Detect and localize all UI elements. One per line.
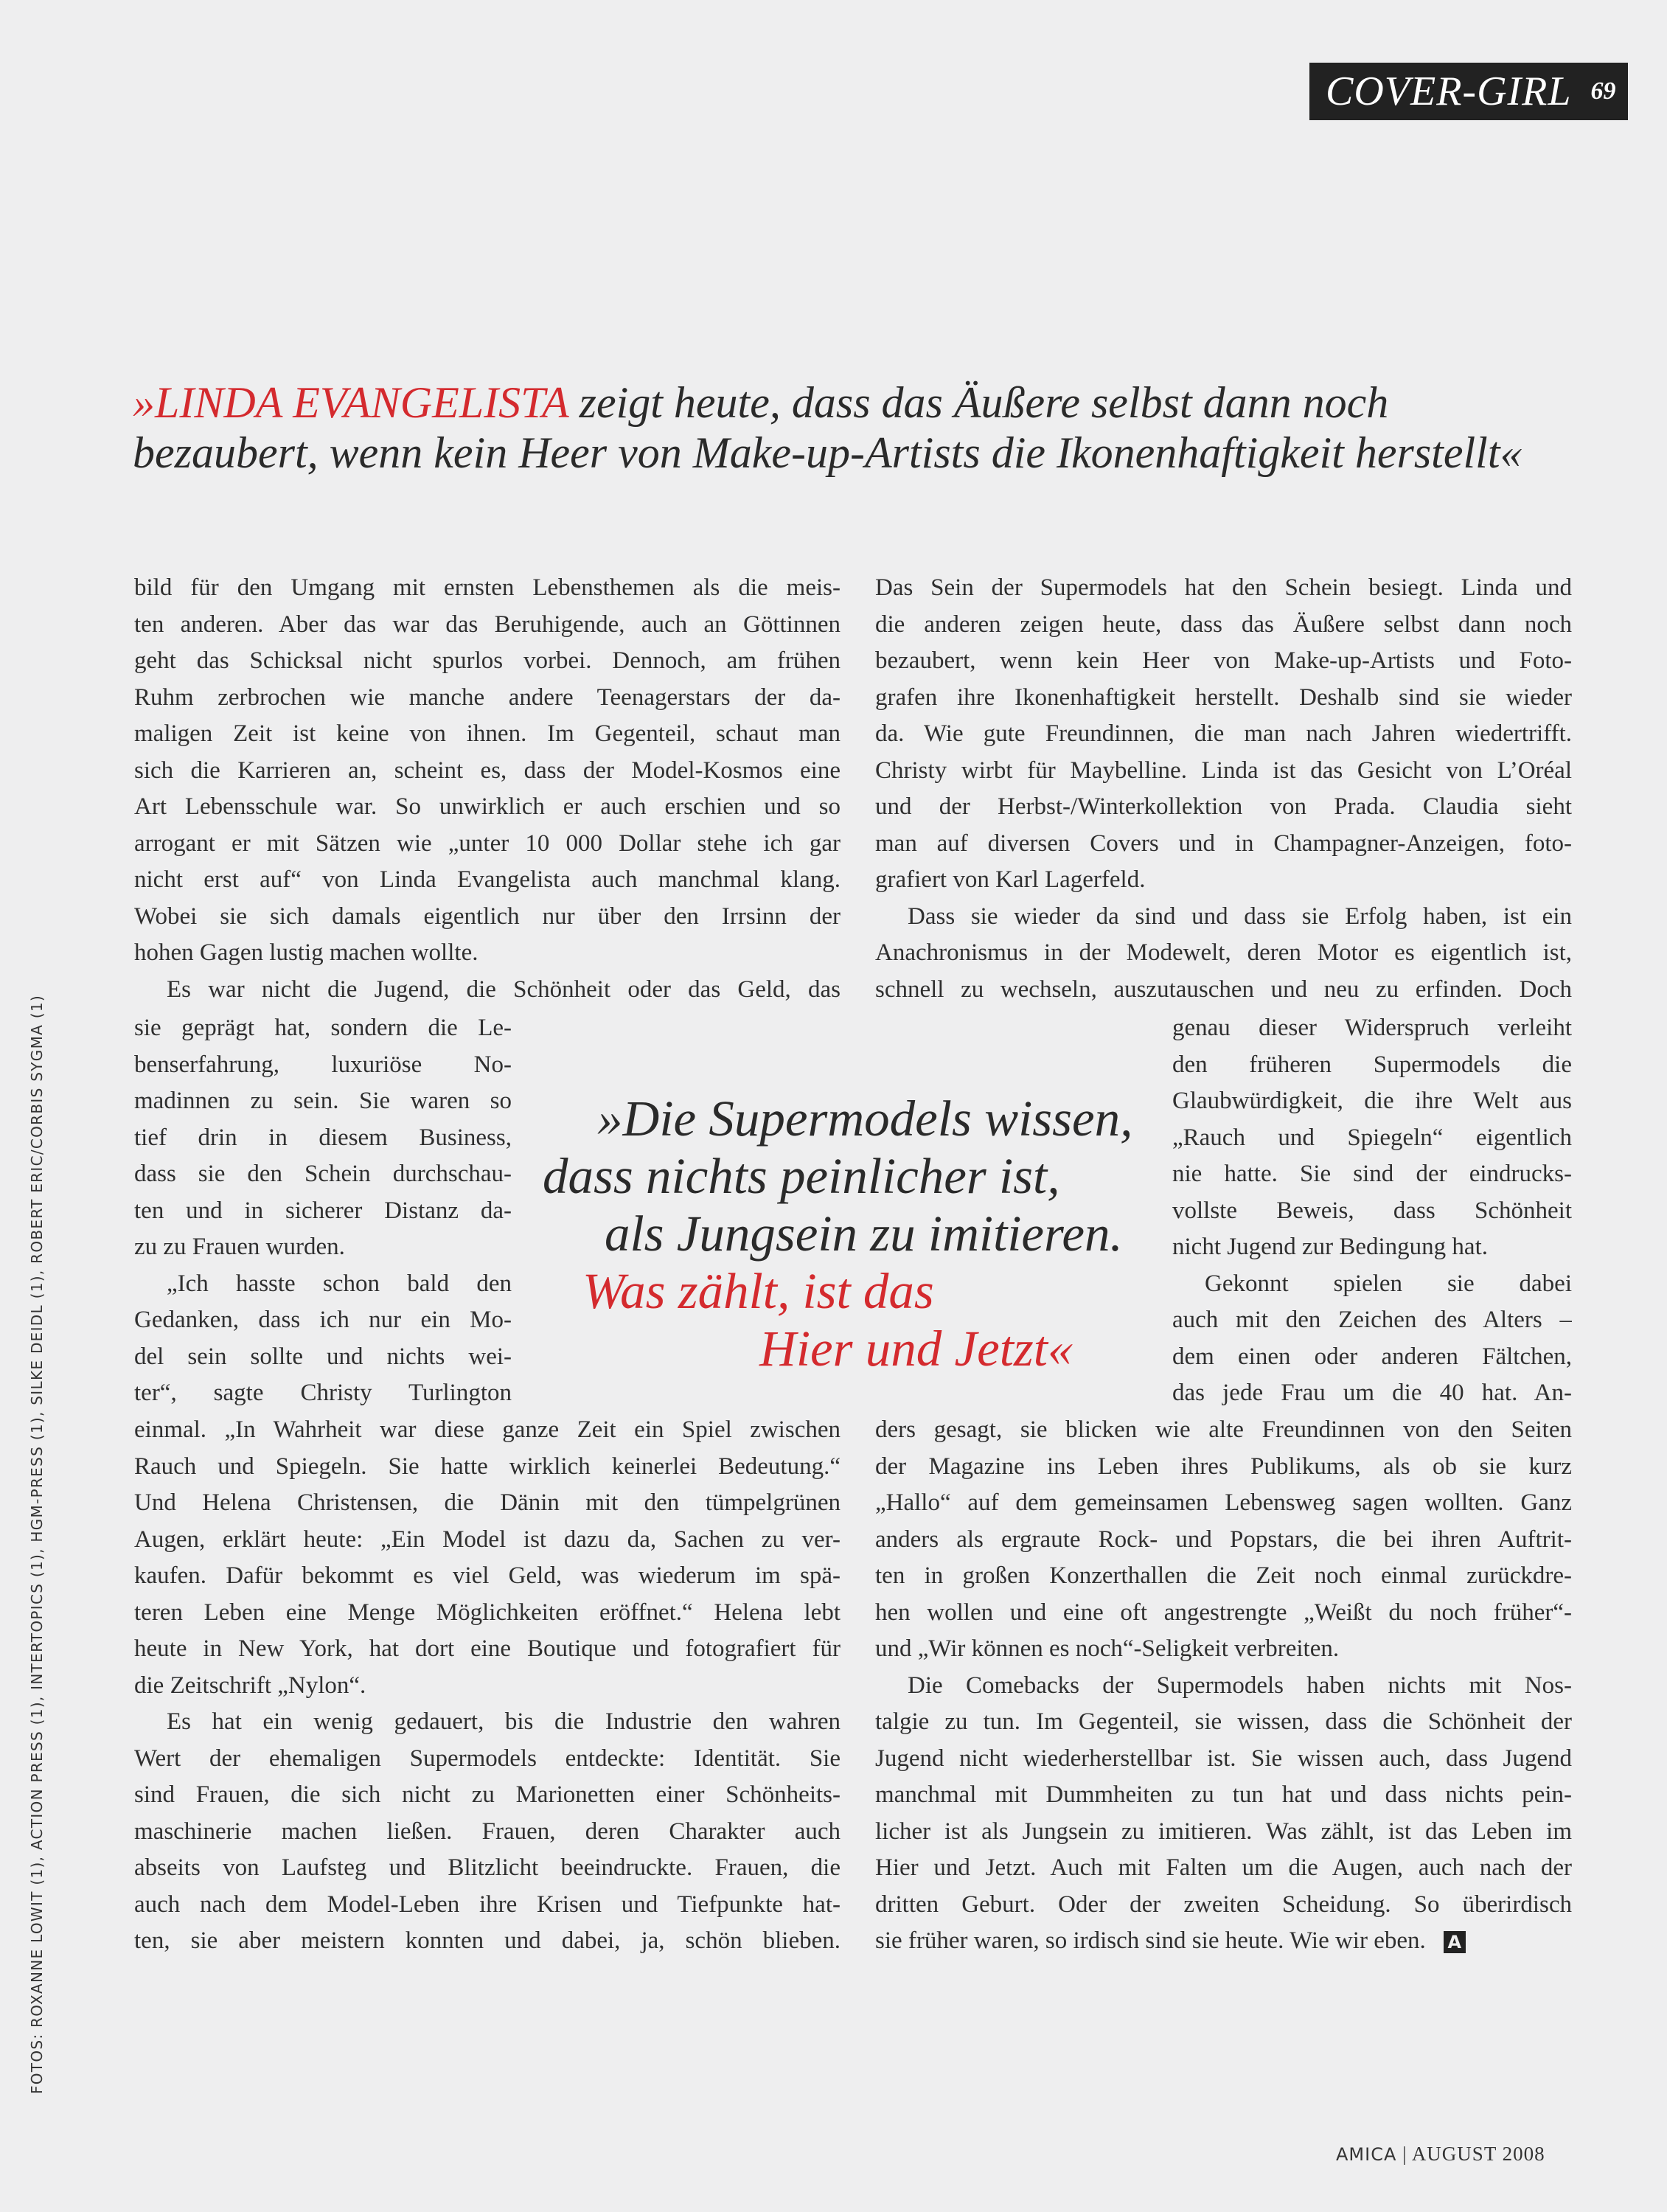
text-line: die anderen zeigen heute, dass das Äußere selbst dann noch bbox=[875, 611, 1572, 638]
pull-quote-middle-line: dass nichts peinlicher ist, bbox=[543, 1148, 1060, 1204]
text-line: grafiert von Karl Lagerfeld. bbox=[875, 866, 1146, 893]
text-line: Gekonnt spielen sie dabei bbox=[1205, 1270, 1572, 1297]
text-line: sie geprägt hat, sondern die Le- bbox=[134, 1015, 512, 1041]
text-line: man auf diversen Covers und in Champagner-Anzeigen, foto- bbox=[875, 830, 1572, 857]
text-line: benserfahrung, luxuriöse No- bbox=[134, 1051, 512, 1078]
footer-brand: AMICA bbox=[1336, 2144, 1397, 2165]
pull-quote-line-1-rest: zeigt heute, dass das Äußere selbst dann noch bbox=[568, 378, 1389, 427]
text-line: dritten Geburt. Oder der zweiten Scheidung. So überirdisch bbox=[875, 1891, 1572, 1918]
text-line: Glaubwürdigkeit, die ihre Welt aus bbox=[1172, 1088, 1572, 1114]
left-column-top bbox=[134, 570, 841, 1008]
text-line: Christy wirbt für Maybelline. Linda ist das Gesicht von L’Oréal bbox=[875, 757, 1572, 784]
text-line: abseits von Laufsteg und Blitzlicht beeindruckte. Frauen, die bbox=[134, 1854, 841, 1881]
text-line: Gedanken, dass ich nur ein Mo- bbox=[134, 1307, 512, 1333]
text-line: Jugend nicht wiederherstellbar ist. Sie wissen auch, dass Jugend bbox=[875, 1745, 1572, 1772]
text-line: Das Sein der Supermodels hat den Schein besiegt. Linda und bbox=[875, 574, 1572, 601]
text-line: ten, sie aber meistern konnten und dabei, ja, schön blieben. bbox=[134, 1927, 841, 1954]
text-line: bild für den Umgang mit ernsten Lebensthemen als die meis- bbox=[134, 574, 841, 601]
text-line: den früheren Supermodels die bbox=[1172, 1051, 1572, 1078]
section-header bbox=[1309, 63, 1628, 120]
footer-issue: AUGUST 2008 bbox=[1411, 2143, 1545, 2165]
text-line: sind Frauen, die sich nicht zu Marionetten einer Schönheits- bbox=[134, 1781, 841, 1808]
text-line: Die Comebacks der Supermodels haben nichts mit Nos- bbox=[908, 1672, 1572, 1699]
text-line: manchmal mit Dummheiten zu tun hat und dass nichts pein- bbox=[875, 1781, 1572, 1808]
text-line: auch mit den Zeichen des Alters – bbox=[1172, 1307, 1572, 1333]
pull-quote-middle-line-red: Hier und Jetzt« bbox=[759, 1321, 1073, 1377]
text-line: talgie zu tun. Im Gegenteil, sie wissen, dass die Schönheit der bbox=[875, 1708, 1572, 1735]
text-line: kaufen. Dafür bekommt es viel Geld, was wiederum im spä- bbox=[134, 1562, 841, 1589]
right-column-top bbox=[875, 570, 1572, 1008]
text-line: „Rauch und Spiegeln“ eigentlich bbox=[1172, 1124, 1572, 1151]
text-line: nie hatte. Sie sind der eindrucks- bbox=[1172, 1161, 1572, 1187]
text-line: zu zu Frauen wurden. bbox=[134, 1234, 345, 1260]
text-line: „Hallo“ auf dem gemeinsamen Lebensweg sagen wollten. Ganz bbox=[875, 1489, 1572, 1516]
page-number: 69 bbox=[1590, 77, 1616, 105]
text-line: Es hat ein wenig gedauert, bis die Industrie den wahren bbox=[167, 1708, 841, 1735]
text-line: auch nach dem Model-Leben ihre Krisen und Tiefpunkte hat- bbox=[134, 1891, 841, 1918]
text-line: vollste Beweis, dass Schönheit bbox=[1172, 1197, 1572, 1224]
text-line: nicht erst auf“ von Linda Evangelista auch manchmal klang. bbox=[134, 866, 841, 893]
text-line: „Ich hasste schon bald den bbox=[167, 1270, 512, 1297]
text-line: hen wollen und eine oft angestrengte „Weißt du noch früher“- bbox=[875, 1599, 1572, 1626]
text-line: teren Leben eine Menge Möglichkeiten eröffnet.“ Helena lebt bbox=[134, 1599, 841, 1626]
left-column-narrow bbox=[134, 1010, 512, 1412]
pull-quote-middle-line: »Die Supermodels wissen, bbox=[597, 1091, 1133, 1147]
text-line: und „Wir können es noch“-Seligkeit verbreiten. bbox=[875, 1635, 1340, 1662]
text-line: Augen, erklärt heute: „Ein Model ist dazu da, Sachen zu ver- bbox=[134, 1526, 841, 1553]
text-line: Anachronismus in der Modewelt, deren Motor es eigentlich ist, bbox=[875, 939, 1572, 966]
photo-credits: FOTOS: ROXANNE LOWIT (1), ACTION PRESS (1), INTERTOPICS (1), HGM-PRESS (1), SILKE DEIDL (1), ROBERT ERIC/CORBIS SYGMA (1) bbox=[28, 995, 46, 2094]
text-line: Es war nicht die Jugend, die Schönheit oder das Geld, das bbox=[167, 975, 841, 1003]
text-line: Und Helena Christensen, die Dänin mit den tümpelgrünen bbox=[134, 1489, 841, 1516]
page-footer bbox=[1336, 2143, 1579, 2166]
text-line: das jede Frau um die 40 hat. An- bbox=[1172, 1380, 1572, 1406]
text-line: Wert der ehemaligen Supermodels entdeckte: Identität. Sie bbox=[134, 1745, 841, 1772]
text-line: madinnen zu sein. Sie waren so bbox=[134, 1088, 512, 1114]
left-column-bottom bbox=[134, 1412, 841, 1960]
pull-quote-name: »LINDA EVANGELISTA bbox=[133, 378, 568, 427]
pull-quote-middle-line-red: Was zählt, ist das bbox=[582, 1263, 934, 1319]
pull-quote-middle-line: als Jungsein zu imitieren. bbox=[605, 1206, 1123, 1262]
text-line: dem einen oder anderen Fältchen, bbox=[1172, 1343, 1572, 1370]
text-line: bezaubert, wenn kein Heer von Make-up-Artists und Foto- bbox=[875, 647, 1572, 674]
text-line: die Zeitschrift „Nylon“. bbox=[134, 1672, 366, 1699]
text-line: nicht Jugend zur Bedingung hat. bbox=[1172, 1234, 1489, 1260]
text-line: arrogant er mit Sätzen wie „unter 10 000 Dollar stehe ich gar bbox=[134, 830, 841, 857]
text-line: maschinerie machen ließen. Frauen, deren Charakter auch bbox=[134, 1818, 841, 1845]
right-column-narrow bbox=[1172, 1010, 1572, 1412]
text-line: tief drin in diesem Business, bbox=[134, 1124, 512, 1151]
text-line: sich die Karrieren an, scheint es, dass der Model-Kosmos eine bbox=[134, 757, 841, 784]
text-line: Ruhm zerbrochen wie manche andere Teenagerstars der da- bbox=[134, 684, 841, 711]
text-line-last-text: sie früher waren, so irdisch sind sie heute. Wie wir eben. bbox=[875, 1927, 1426, 1954]
text-line: geht das Schicksal nicht spurlos vorbei. Dennoch, am frühen bbox=[134, 647, 841, 674]
footer-separator: | bbox=[1402, 2143, 1407, 2165]
text-line: da. Wie gute Freundinnen, die man nach Jahren wiedertrifft. bbox=[875, 720, 1572, 747]
text-line: maligen Zeit ist keine von ihnen. Im Gegenteil, schaut man bbox=[134, 720, 841, 747]
text-line: ders gesagt, sie blicken wie alte Freundinnen von den Seiten bbox=[875, 1416, 1572, 1443]
pull-quote-top-line-1 bbox=[133, 378, 1534, 428]
text-line: heute in New York, hat dort eine Boutique und fotografiert für bbox=[134, 1635, 841, 1662]
text-line: ten in großen Konzerthallen die Zeit noch einmal zurückdre- bbox=[875, 1562, 1572, 1589]
pull-quote-top bbox=[133, 378, 1534, 478]
text-line: Hier und Jetzt. Auch mit Falten um die Augen, auch nach der bbox=[875, 1854, 1572, 1881]
text-line: Rauch und Spiegeln. Sie hatte wirklich keinerlei Bedeutung.“ bbox=[134, 1453, 841, 1480]
section-title: COVER-GIRL bbox=[1326, 69, 1572, 114]
text-line: genau dieser Widerspruch verleiht bbox=[1172, 1015, 1572, 1041]
text-line: der Magazine ins Leben ihres Publikums, als ob sie kurz bbox=[875, 1453, 1572, 1480]
text-line: hohen Gagen lustig machen wollte. bbox=[134, 939, 478, 966]
text-line: dass sie den Schein durchschau- bbox=[134, 1161, 512, 1187]
text-line: ter“, sagte Christy Turlington bbox=[134, 1380, 512, 1406]
text-line: schnell zu wechseln, auszutauschen und neu zu erfinden. Doch bbox=[875, 975, 1572, 1003]
amica-logo-icon: A bbox=[1444, 1931, 1466, 1953]
text-line: del sein sollte und nichts wei- bbox=[134, 1343, 512, 1370]
pull-quote-middle bbox=[516, 1090, 1165, 1377]
text-line: ten und in sicherer Distanz da- bbox=[134, 1197, 512, 1224]
text-line: grafen ihre Ikonenhaftigkeit herstellt. Deshalb sind sie wieder bbox=[875, 684, 1572, 711]
text-line: ten anderen. Aber das war das Beruhigende, auch an Göttinnen bbox=[134, 611, 841, 638]
text-line: Wobei sie sich damals eigentlich nur über den Irrsinn der bbox=[134, 902, 841, 930]
text-line: und der Herbst-/Winterkollektion von Prada. Claudia sieht bbox=[875, 793, 1572, 820]
right-column-bottom bbox=[875, 1412, 1572, 1960]
text-line: licher ist als Jungsein zu imitieren. Was zählt, ist das Leben im bbox=[875, 1818, 1572, 1845]
text-line: Art Lebensschule war. So unwirklich er auch erschien und so bbox=[134, 793, 841, 820]
text-line: einmal. „In Wahrheit war diese ganze Zeit ein Spiel zwischen bbox=[134, 1416, 841, 1443]
text-line: Dass sie wieder da sind und dass sie Erfolg haben, ist ein bbox=[908, 902, 1572, 930]
pull-quote-top-line-2: bezaubert, wenn kein Heer von Make-up-Artists die Ikonenhaftigkeit herstellt« bbox=[133, 428, 1522, 477]
text-line: anders als ergraute Rock- und Popstars, die bei ihren Auftrit- bbox=[875, 1526, 1572, 1553]
text-line-last bbox=[875, 1923, 1572, 1960]
